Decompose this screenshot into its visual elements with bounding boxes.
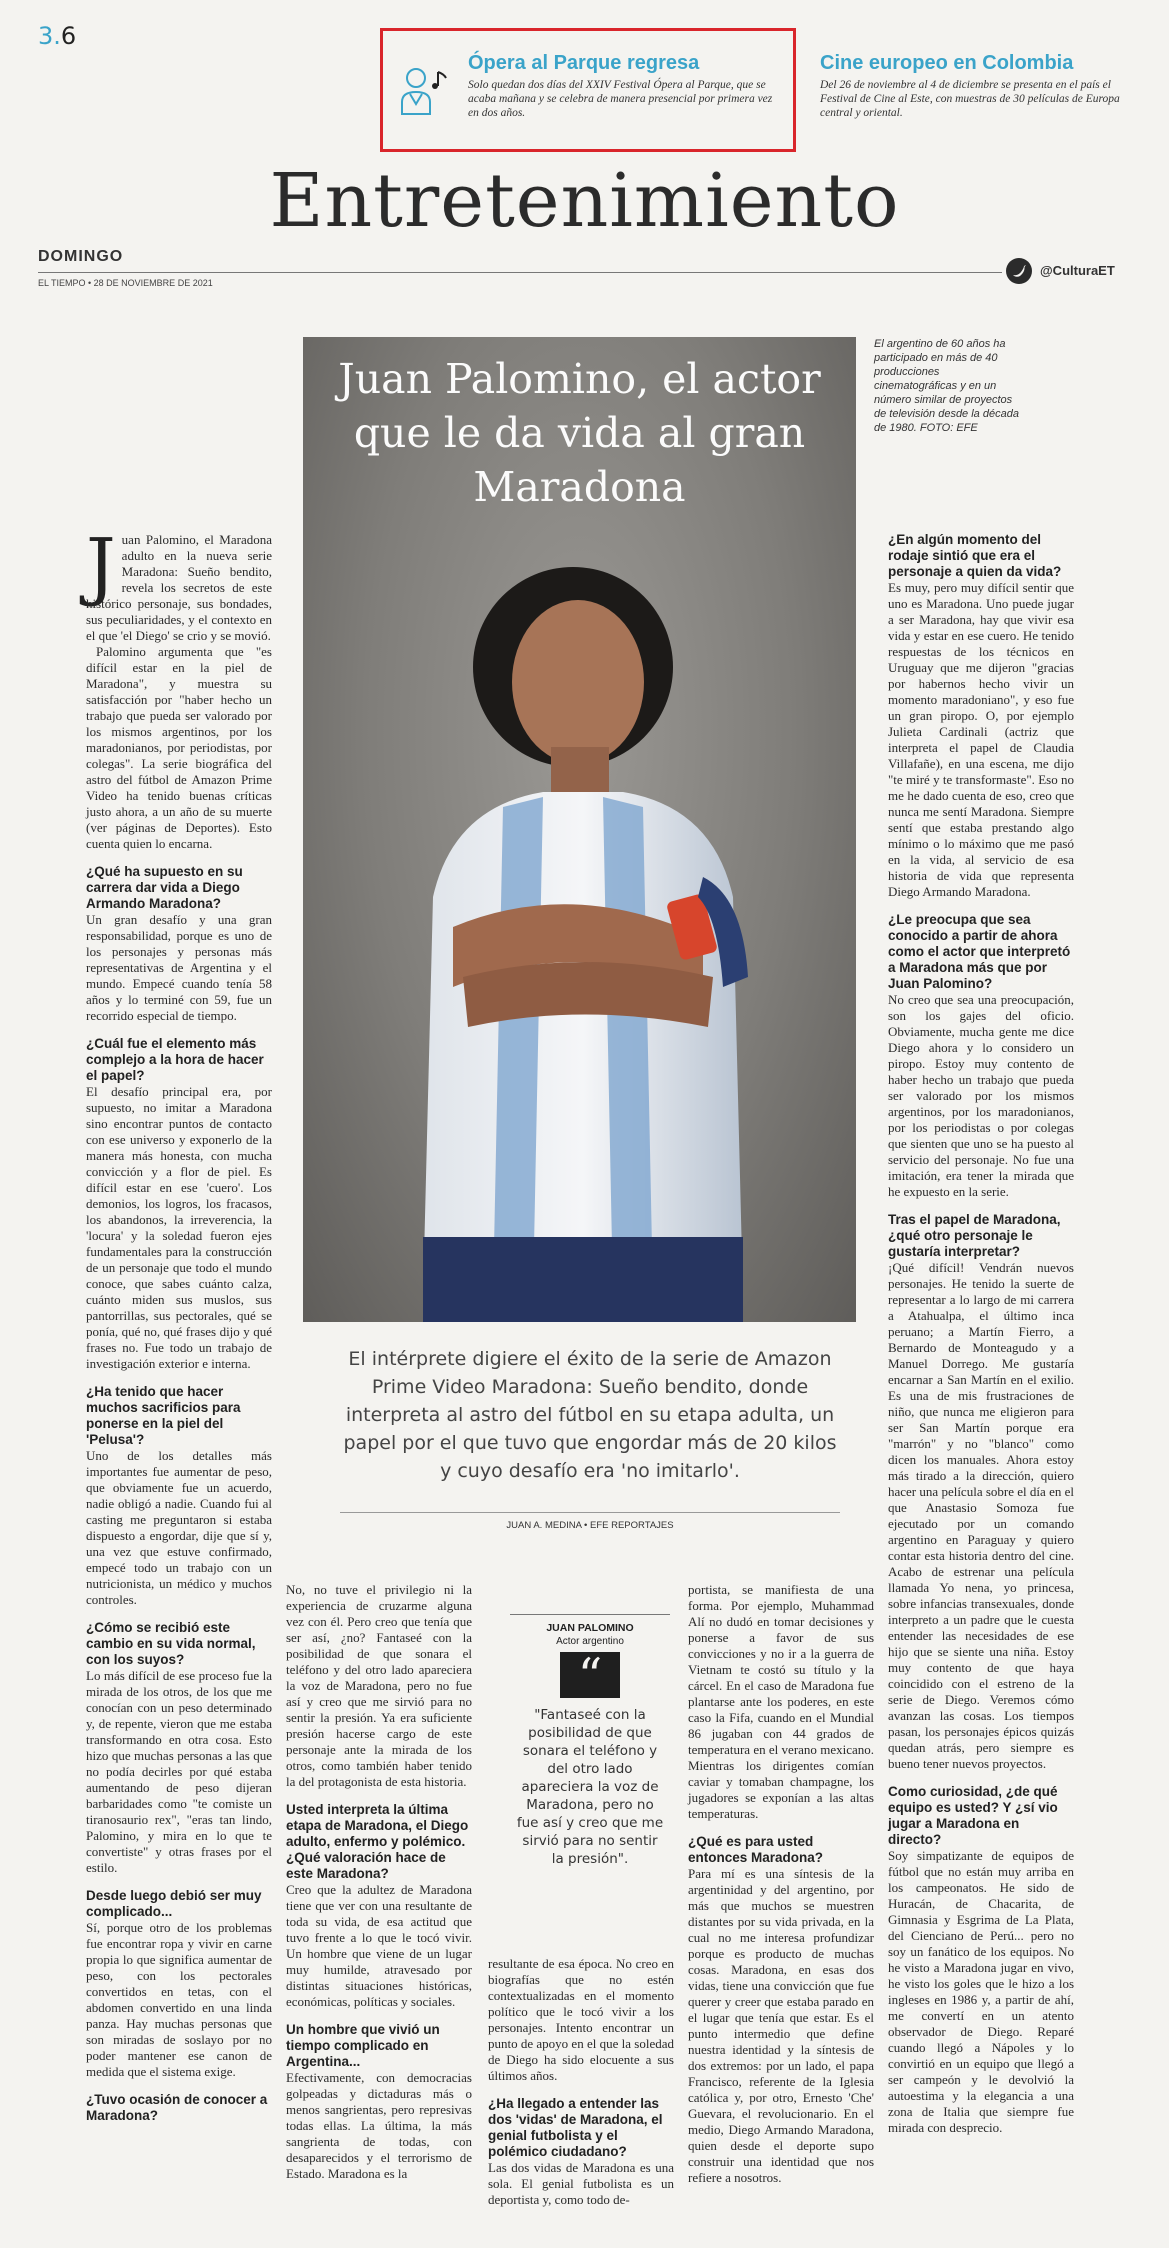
article-column-4 (688, 1582, 874, 2186)
interview-question: ¿Qué es para usted entonces Maradona? (688, 1834, 824, 1865)
interview-answer: Un gran desafío y una gran responsabilidad, porque es uno de los personajes y personas más representativas de Argentina y el mundo. Empecé cuando tenía 58 años y lo terminé con 59, fue un recorrido especial de tiempo. (86, 912, 272, 1023)
interview-question: ¿Qué ha supuesto en su carrera dar vida a Diego Armando Maradona? (86, 864, 243, 911)
interview-answer: No, no tuve el privilegio ni la experiencia de cruzarme alguna vez con él. Pero creo que tenía que ser así, ¿no? Fantaseé con la posibilidad de que sonara el teléfono y del otro lado apareciera la voz de Maradona, pero no fue así y creo que me sirvió para no sentir la presión. Ya era suficiente presión hacerse cargo de este personaje ante la mirada de los otros, como también haber tenido la del protagonista de esta historia. (286, 1582, 472, 1789)
article-column-2 (286, 1582, 472, 2182)
page-number-value: 6 (60, 22, 77, 50)
interview-answer: Uno de los detalles más importantes fue aumentar de peso, que obviamente fue un acuerdo, nadie obligó a nadie. Cuando fui al casting me preguntaron si estaba dispuesto a engordar, dije que sí y, una vez que estuve confirmado, empecé todo un trabajo con un nutricionista, un médico y muchos controles. (86, 1448, 272, 1607)
interview-question: ¿Ha tenido que hacer muchos sacrificios para ponerse en la piel del 'Pelusa'? (86, 1384, 241, 1447)
byline-rule (340, 1512, 840, 1513)
pull-quote-text: "Fantaseé con la posibilidad de que sonara el teléfono y del otro lado apareciera la voz de Maradona, pero no fue así y creo que me sirvió para no sentir la presión". (516, 1707, 664, 1867)
interview-answer: resultante de esa época. No creo en biografías que no estén contextualizadas en el momento político que le tocó vivir a los personajes. Intento encontrar un punto de apoyo en el que la soledad de Diego ha sido elocuente a sus últimos años. (488, 1956, 674, 2083)
article-lead: uan Palomino, el Maradona adulto en la nueva serie Maradona: Sueño bendito, revela los secretos de este histórico personaje, sus bondades, sus peculiaridades, y el contexto en el que 'el Diego' se crio y se movió. (86, 532, 272, 643)
interview-answer: Creo que la adultez de Maradona tiene que ver con una resultante de toda su vida, de esa actitud que tuvo frente a lo que le tocó vivir. Un hombre que viene de un lugar muy humilde, atravesado por distintas situaciones históricas, económicas, políticas y sociales. (286, 1882, 472, 2009)
dropcap: J (86, 523, 116, 609)
article-column-1 (86, 523, 272, 2124)
deck: El intérprete digiere el éxito de la serie de Amazon Prime Video Maradona: Sueño bendito, donde interpreta al astro del fútbol en su etapa adulta, un papel por el que tuvo que engordar más de 20 kilos y cuyo desafío era 'no imitarlo'. (343, 1348, 837, 1482)
interview-question: Tras el papel de Maradona, ¿qué otro personaje le gustaría interpretar? (888, 1212, 1061, 1259)
interview-question: ¿Le preocupa que sea conocido a partir de ahora como el actor que interpretó a Maradona más que por Juan Palomino? (888, 912, 1071, 991)
teaser-text-opera: Solo quedan dos días del XXIV Festival Ópera al Parque, que se acaba mañana y se celebra de manera presencial por primera vez en dos años. (468, 79, 773, 119)
twitter-icon[interactable] (1006, 258, 1032, 284)
article-column-5 (888, 532, 1074, 2136)
teaser-title-opera[interactable]: Ópera al Parque regresa (468, 52, 700, 74)
interview-question: Como curiosidad, ¿de qué equipo es usted? Y ¿sí vio jugar a Maradona en directo? (888, 1784, 1058, 1847)
teaser-title-cine[interactable]: Cine europeo en Colombia (820, 52, 1074, 74)
quote-mark-icon (560, 1652, 620, 1698)
interview-question: Usted interpreta la última etapa de Maradona, el Diego adulto, enfermo y polémico. ¿Qué valoración hace de este Maradona? (286, 1802, 469, 1881)
page-number-prefix: 3. (38, 22, 61, 50)
pull-quote-rule (510, 1614, 670, 1620)
interview-answer: El desafío principal era, por supuesto, no imitar a Maradona sino encontrar puntos de contacto con ese universo y exponerlo de la manera más honesta, con mucha convicción y a flor de piel. Es difícil estar en ese 'cuero'. Los demonios, los logros, los fracasos, los abandonos, la irreverencia, la 'locura' y la soledad fueron ejes fundamentales para la construcción de un personaje que todo el mundo conoce, que sabes cuánto calza, cuánto miden sus muslos, sus pantorrillas, sus pectorales, qué se ponía, qué no, qué frases dijo y qué frases no. Fue todo un trabajo de investigación exterior e interna. (86, 1084, 272, 1371)
headline: Juan Palomino, el actor que le da vida al gran Maradona (338, 355, 821, 511)
interview-answer: Soy simpatizante de equipos de fútbol que no están muy arriba en los campeonatos. He sido de Huracán, de Chacarita, de Gimnasia y Esgrima de La Plata, del Cienciano de Perú... pero no soy un fanático de los equipos. No he visto a Maradona jugar en vivo, he visto los goles que le hizo a los ingleses en 1986 y, a partir de ahí, me convertí en un atento observador de Diego. Reparé cuando llegó a Nápoles y lo convirtió en un equipo que llegó a ser campeón y le devolvió la autoestima y la elegancia a una zona de Italia que siempre fue mirada con desprecio. (888, 1848, 1074, 2135)
interview-answer: portista, se manifiesta de una forma. Por ejemplo, Muhammad Alí no dudó en tomar decisiones y ponerse a favor de sus convicciones y no ir a la guerra de Vietnam te costó su título y la cárcel. En el caso de Maradona fue plantarse ante los poderes, en este caso la Fifa, cuando en el Mundial 86 jugaban con 44 grados de temperatura en el verano mexicano. Mientras los dirigentes comían caviar y tomaban champagne, los jugadores se exponían a las altas temperaturas. (688, 1582, 874, 1821)
article-column-3 (488, 1956, 674, 2208)
header-rule (38, 272, 1002, 273)
page-number (38, 22, 76, 50)
interview-answer: Las dos vidas de Maradona es una sola. El genial futbolista es un deportista y, como todo de- (488, 2160, 674, 2207)
interview-question: Un hombre que vivió un tiempo complicado en Argentina... (286, 2022, 440, 2069)
section-title: Entretenimiento (269, 158, 900, 244)
interview-answer: Lo más difícil de ese proceso fue la mirada de los otros, de los que me conocían con un peso determinado y, de repente, vieron que me estaba transformando en otra cosa. Esto hizo que muchas personas a las que no podía decirles por qué estaba aumentando de peso dijeran barbaridades como "te comiste un tiranosaurio rex", "eras tan lindo, Palomino, y mira en lo que te convertiste" y otras frases por el estilo. (86, 1668, 272, 1875)
pull-quote-role: Actor argentino (556, 1636, 624, 1647)
opera-singer-icon (394, 58, 458, 122)
twitter-handle[interactable]: @CulturaET (1040, 263, 1115, 278)
interview-answer: No creo que sea una preocupación, son los gajes del oficio. Obviamente, mucha gente me dice Diego ahora y lo considero un piropo. Estoy muy contento de haber hecho un trabajo que pueda ser valorado por los mismos argentinos, por los maradonianos, por los periodistas o por colegas que sienten que uno se ha puesto al servicio del personaje. No fue una imitación, era tener la mirada que he expuesto en la serie. (888, 992, 1074, 1199)
interview-answer: Sí, porque otro de los problemas fue encontrar ropa y vivir en carne propia lo que significa aumentar de peso, con los pectorales convertidos en tetas, con el abdomen convertido en una linda panza. Hay muchas personas que son miradas de soslayo por no poder mantener ese canon de medida que el sistema exige. (86, 1920, 272, 2079)
teaser-text-cine: Del 26 de noviembre al 4 de diciembre se presenta en el país el Festival de Cine al Este, con muestras de 30 películas de Europa central y oriental. (820, 79, 1120, 119)
photo-caption: El argentino de 60 años ha participado en más de 40 producciones cinematográficas y en un número similar de proyectos de televisión desde la década de 1980. FOTO: EFE (874, 338, 1019, 434)
interview-answer: ¡Qué difícil! Vendrán nuevos personajes. He tenido la suerte de representar a lo largo de mi carrera a Atahualpa, el último inca peruano; a Martín Fierro, a Bernardo de Monteagudo y a Manuel Dorrego. Me gustaría encarnar a San Martín en el exilio. Es una de mis frustraciones de niño, que nunca me eligieron para ser San Martín porque era "marrón" y no "blanco" como dicen los manuales. Ahora estoy más tirado a la dirección, quiero hacer una película sobre el día en el que Anastasio Somoza fue ejecutado por un comando argentino en Paraguay y quiero contar esta historia dentro del cine. Acabo de estrenar una película llamada Yo nena, yo princesa, sobre infancias transexuales, donde interpreto a un padre que le cuesta entender las necesidades de ese hijo que se siente una niña. Estoy muy contento de que haya coincidido con el estreno de la serie de Diego. Veremos cómo avanzan las cosas. Los tiempos pasan, los personajes épicos quizás quedan atrás, pero siempre es bueno tener nuevos proyectos. (888, 1260, 1074, 1771)
interview-question: ¿En algún momento del rodaje sintió que era el personaje a quien da vida? (888, 532, 1062, 579)
pull-quote-name: JUAN PALOMINO (546, 1622, 634, 1634)
interview-question: ¿Cómo se recibió este cambio en su vida normal, con los suyos? (86, 1620, 256, 1667)
interview-answer: Es muy, pero muy difícil sentir que uno es Maradona. Uno puede jugar a ser Maradona, hay que vivir esa vida y estar en ese cuero. He tenido respuestas de los técnicos en Uruguay que me dijeron "gracias por habernos hecho vivir un momento maradoniano", y eso fue un gran piropo. O, por ejemplo Julieta Cardinali (actriz que interpreta el papel de Claudia Villafañe), en una escena, me dijo "te miré y te transformaste". Eso no me he dado cuenta de eso, creo que nunca me sentí Maradona. Siempre sentí que estaba prestando algo mínimo o lo máximo que me pasó en la vida, al servicio de esa historia de vida que representa Diego Armando Maradona. (888, 580, 1074, 899)
svg-text:“: “ (577, 1652, 603, 1698)
day-label: DOMINGO (38, 248, 124, 265)
interview-question: Desde luego debió ser muy complicado... (86, 1888, 262, 1919)
interview-answer: Para mí es una síntesis de la argentinidad y del argentino, por más que muchos se muestren distantes por su vida privada, en la cual no me interesa profundizar porque es producto de muchas cosas. Maradona, en esas dos vidas, tiene una convicción que fue querer y creer que estaba parado en el lugar que tenía que estar. Es el punto intermedio que define nuestra identidad y la síntesis de dos extremos: por un lado, el papa Francisco, referente de la Iglesia católica y, por otro, Ernesto 'Che' Guevara, el revolucionario. En el medio, Diego Armando Maradona, quien desde el deporte supo construir una identidad que nos refiere a nosotros. (688, 1866, 874, 2185)
interview-question: ¿Cuál fue el elemento más complejo a la hora de hacer el papel? (86, 1036, 264, 1083)
byline: JUAN A. MEDINA • EFE REPORTAJES (506, 1520, 674, 1531)
interview-answer: Efectivamente, con democracias golpeadas y dictaduras más o menos sangrientas, pero represivas todas ellas. La última, la más sangrienta de todas, con desaparecidos y el terrorismo de Estado. Maradona es la (286, 2070, 472, 2181)
dateline: EL TIEMPO • 28 DE NOVIEMBRE DE 2021 (38, 278, 213, 288)
article-paragraph: Palomino argumenta que "es difícil estar en la piel de Maradona", y muestra su satisfacción por "haber hecho un trabajo que pueda ser valorado por los mismos argentinos, por los maradonianos, por periodistas, por colegas". La serie biográfica del astro del fútbol de Amazon Prime Video ha tenido buenas críticas justo ahora, a un año de su muerte (ver páginas de Deportes). Esto cuenta quien lo encarna. (86, 644, 272, 851)
interview-question: ¿Ha llegado a entender las dos 'vidas' de Maradona, el genial futbolista y el polémico ciudadano? (488, 2096, 663, 2159)
interview-question: ¿Tuvo ocasión de conocer a Maradona? (86, 2092, 268, 2123)
